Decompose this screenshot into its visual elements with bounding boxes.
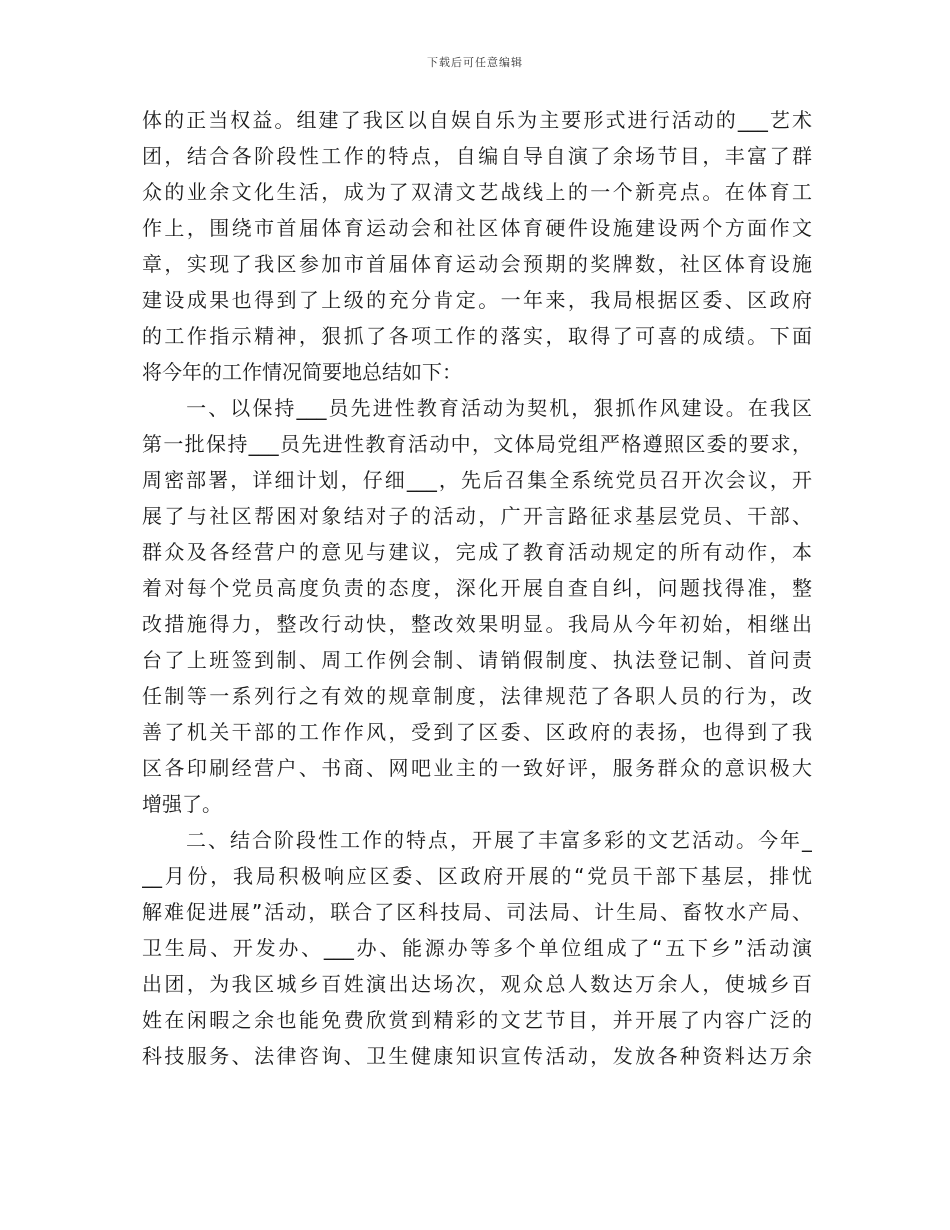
text-line: __月份，我局积极响应区委、区政府开展的“党员干部下基层，排忧 (142, 864, 812, 888)
text-line: 出团，为我区城乡百姓演出达场次，观众总人数达万余人，使城乡百 (142, 972, 812, 996)
text-line: 章，实现了我区参加市首届体育运动会预期的奖牌数，社区体育设施 (142, 252, 812, 276)
document-body (142, 102, 812, 1074)
text-line: 的工作指示精神，狠抓了各项工作的落实，取得了可喜的成绩。下面 (142, 324, 812, 348)
text-line: 建设成果也得到了上级的充分肯定。一年来，我局根据区委、区政府 (142, 288, 812, 312)
text-line: 众的业余文化生活，成为了双清文艺战线上的一个新亮点。在体育工 (142, 180, 812, 204)
text-line: 群众及各经营户的意见与建议，完成了教育活动规定的所有动作，本 (142, 540, 812, 564)
text-line: 第一批保持___员先进性教育活动中，文体局党组严格遵照区委的要求， (142, 432, 812, 456)
text-line: 卫生局、开发办、___办、能源办等多个单位组成了“五下乡”活动演 (142, 936, 812, 960)
text-line: 科技服务、法律咨询、卫生健康知识宣传活动，发放各种资料达万余 (142, 1044, 812, 1068)
text-line: 着对每个党员高度负责的态度，深化开展自查自纠，问题找得准，整 (142, 576, 812, 600)
text-line: 二、结合阶段性工作的特点，开展了丰富多彩的文艺活动。今年_ (142, 828, 812, 852)
text-line: 区各印刷经营户、书商、网吧业主的一致好评，服务群众的意识极大 (142, 756, 812, 780)
text-line: 周密部署，详细计划，仔细___，先后召集全系统党员召开次会议，开 (142, 468, 812, 492)
text-line: 解难促进展”活动，联合了区科技局、司法局、计生局、畜牧水产局、 (142, 900, 812, 924)
text-line: 台了上班签到制、周工作例会制、请销假制度、执法登记制、首问责 (142, 648, 812, 672)
text-line: 善了机关干部的工作作风，受到了区委、区政府的表扬，也得到了我 (142, 720, 812, 744)
text-line: 姓在闲暇之余也能免费欣赏到精彩的文艺节目，并开展了内容广泛的 (142, 1008, 812, 1032)
text-line: 一、以保持___员先进性教育活动为契机，狠抓作风建设。在我区 (142, 396, 812, 420)
text-line: 增强了。 (142, 792, 222, 816)
text-line: 改措施得力，整改行动快，整改效果明显。我局从今年初始，相继出 (142, 612, 812, 636)
text-line: 将今年的工作情况简要地总结如下： (142, 360, 462, 384)
text-line: 作上，围绕市首届体育运动会和社区体育硬件设施建设两个方面作文 (142, 216, 812, 240)
page-header: 下载后可任意编辑 (427, 56, 523, 69)
text-line: 任制等一系列行之有效的规章制度，法律规范了各职人员的行为，改 (142, 684, 812, 708)
text-line: 团，结合各阶段性工作的特点，自编自导自演了余场节目，丰富了群 (142, 144, 812, 168)
text-line: 体的正当权益。组建了我区以自娱自乐为主要形式进行活动的___艺术 (142, 108, 812, 132)
text-line: 展了与社区帮困对象结对子的活动，广开言路征求基层党员、干部、 (142, 504, 812, 528)
